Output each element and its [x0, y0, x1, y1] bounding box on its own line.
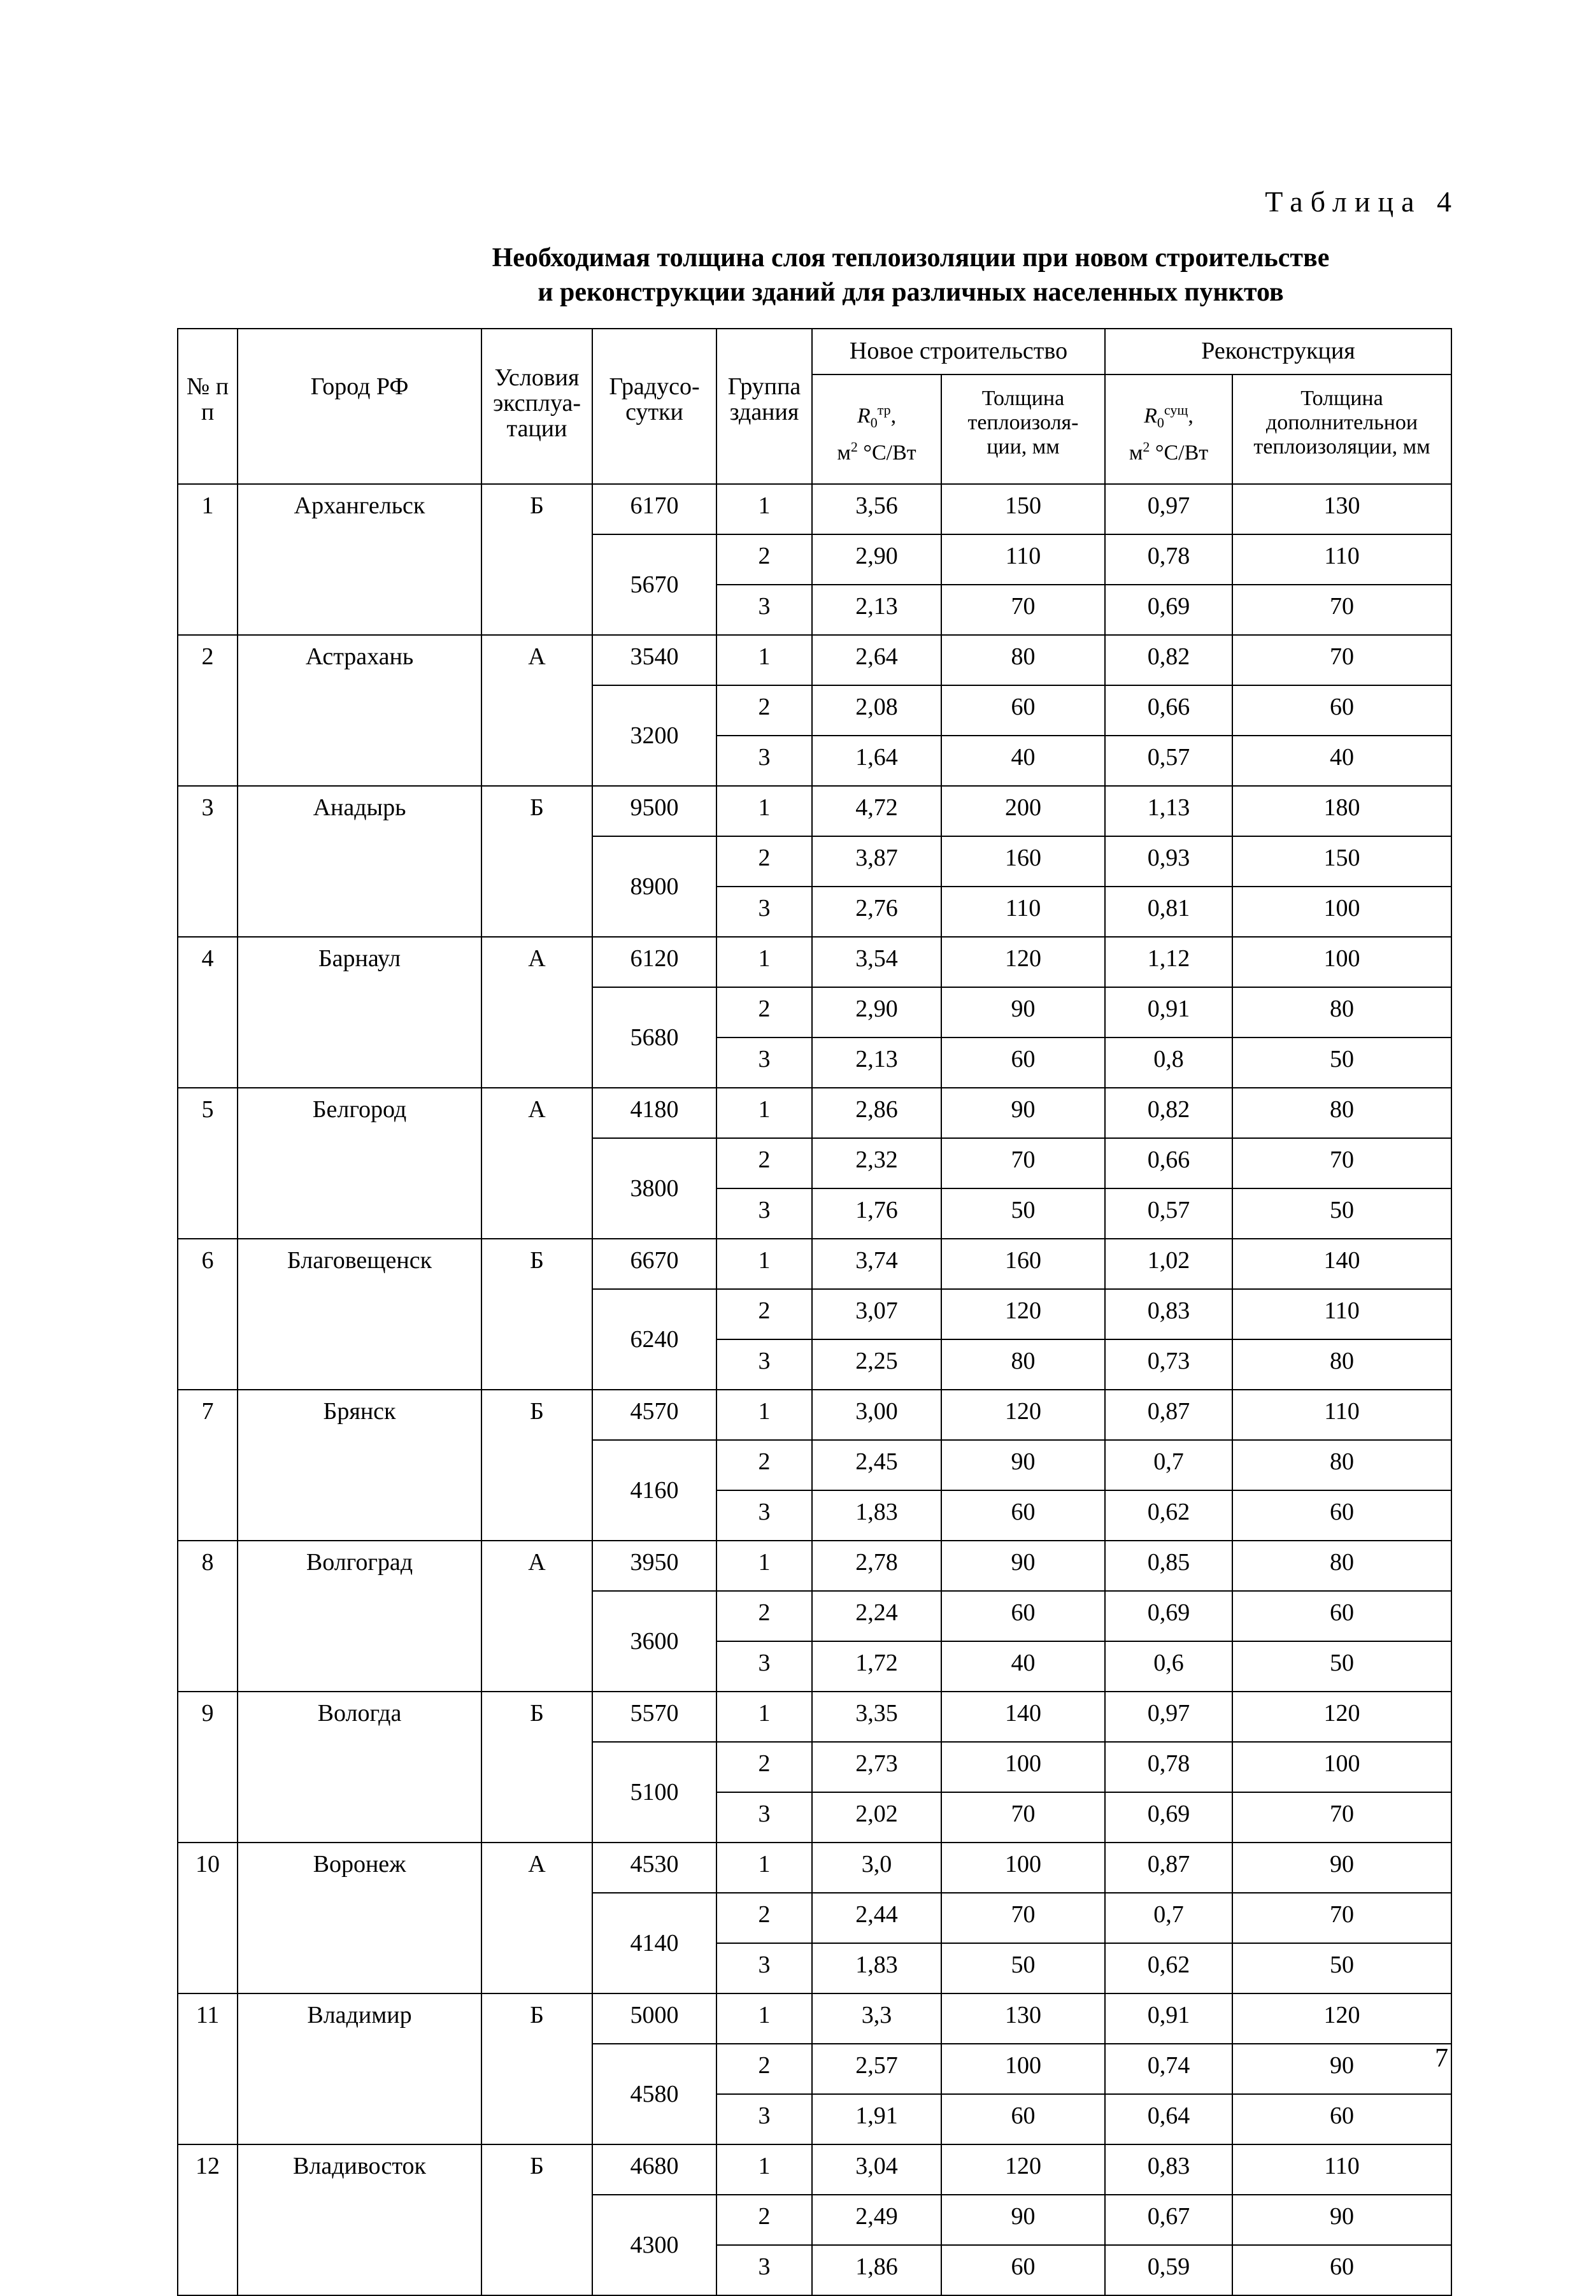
- city-cell: Владимир: [238, 1993, 481, 2144]
- thickness-additional-cell: 80: [1232, 1440, 1451, 1490]
- city-cell: Анадырь: [238, 786, 481, 937]
- r-required-cell: 3,3: [812, 1993, 941, 2044]
- header-conditions: Условия эксплуа- тации: [481, 329, 592, 484]
- degree-days-cell: 4570: [592, 1390, 716, 1440]
- thickness-new-cell: 90: [941, 1088, 1105, 1138]
- r-existing-cell: 0,66: [1105, 685, 1232, 736]
- group-cell: 1: [716, 1390, 812, 1440]
- r-existing-cell: 1,02: [1105, 1239, 1232, 1289]
- r-existing-cell: 0,69: [1105, 1591, 1232, 1641]
- r-required-cell: 2,90: [812, 987, 941, 1037]
- thickness-additional-cell: 100: [1232, 887, 1451, 937]
- table-header: [178, 329, 1451, 484]
- row-number-cell: 2: [178, 635, 238, 786]
- row-number-cell: 7: [178, 1390, 238, 1541]
- group-cell: 2: [716, 1138, 812, 1188]
- thickness-new-cell: 50: [941, 1943, 1105, 1993]
- page-number: 7: [1435, 2044, 1448, 2073]
- r-required-cell: 3,0: [812, 1843, 941, 1893]
- thickness-additional-cell: 80: [1232, 1088, 1451, 1138]
- thickness-additional-cell: 110: [1232, 2144, 1451, 2195]
- group-cell: 3: [716, 736, 812, 786]
- group-cell: 1: [716, 1843, 812, 1893]
- header-new-construction: Новое строительство: [812, 329, 1105, 374]
- row-number-cell: 6: [178, 1239, 238, 1390]
- thickness-new-cell: 40: [941, 1641, 1105, 1692]
- conditions-cell: Б: [481, 1692, 592, 1843]
- r-required-cell: 2,49: [812, 2195, 941, 2245]
- header-city: Город РФ: [238, 329, 481, 484]
- r-required-cell: 3,87: [812, 836, 941, 887]
- degree-days-cell: 4580: [592, 2044, 716, 2144]
- group-cell: 2: [716, 1893, 812, 1943]
- thickness-additional-cell: 100: [1232, 1742, 1451, 1792]
- thickness-new-cell: 160: [941, 1239, 1105, 1289]
- r-existing-cell: 0,7: [1105, 1893, 1232, 1943]
- r-required-cell: 3,54: [812, 937, 941, 987]
- table-row: [178, 635, 1451, 685]
- table-row: [178, 1843, 1451, 1893]
- r-existing-cell: 0,7: [1105, 1440, 1232, 1490]
- thickness-new-cell: 100: [941, 1742, 1105, 1792]
- group-cell: 3: [716, 1339, 812, 1390]
- r-required-cell: 2,86: [812, 1088, 941, 1138]
- city-cell: Благовещенск: [238, 1239, 481, 1390]
- group-cell: 2: [716, 1742, 812, 1792]
- r-existing-cell: 0,62: [1105, 1490, 1232, 1541]
- degree-days-cell: 6170: [592, 484, 716, 534]
- group-cell: 2: [716, 1440, 812, 1490]
- r-required-cell: 3,00: [812, 1390, 941, 1440]
- group-cell: 1: [716, 1993, 812, 2044]
- thickness-additional-cell: 180: [1232, 786, 1451, 836]
- thickness-new-cell: 110: [941, 534, 1105, 585]
- thickness-new-cell: 60: [941, 2245, 1105, 2295]
- group-cell: 3: [716, 1188, 812, 1239]
- group-cell: 1: [716, 484, 812, 534]
- row-number-cell: 3: [178, 786, 238, 937]
- thickness-additional-cell: 60: [1232, 2245, 1451, 2295]
- thickness-new-cell: 70: [941, 1138, 1105, 1188]
- group-cell: 2: [716, 1289, 812, 1339]
- group-cell: 1: [716, 1088, 812, 1138]
- r-required-cell: 2,44: [812, 1893, 941, 1943]
- thickness-new-cell: 110: [941, 887, 1105, 937]
- r-required-cell: 2,25: [812, 1339, 941, 1390]
- thickness-new-cell: 70: [941, 1792, 1105, 1843]
- r-existing-cell: 0,69: [1105, 585, 1232, 635]
- thickness-additional-cell: 90: [1232, 1843, 1451, 1893]
- title-line-1: Необходимая толщина слоя теплоизоляции при новом строительстве: [492, 243, 1330, 273]
- thickness-additional-cell: 80: [1232, 987, 1451, 1037]
- thickness-additional-cell: 70: [1232, 585, 1451, 635]
- conditions-cell: Б: [481, 786, 592, 937]
- table-row: [178, 1390, 1451, 1440]
- group-cell: 3: [716, 1037, 812, 1088]
- r-existing-cell: 0,87: [1105, 1843, 1232, 1893]
- r-required-cell: 2,73: [812, 1742, 941, 1792]
- group-cell: 2: [716, 2044, 812, 2094]
- group-cell: 1: [716, 1692, 812, 1742]
- r-existing-cell: 0,78: [1105, 1742, 1232, 1792]
- thickness-new-cell: 70: [941, 585, 1105, 635]
- row-number-cell: 5: [178, 1088, 238, 1239]
- table-row: [178, 786, 1451, 836]
- group-cell: 1: [716, 2144, 812, 2195]
- r-existing-cell: 0,78: [1105, 534, 1232, 585]
- thickness-additional-cell: 50: [1232, 1943, 1451, 1993]
- r-required-cell: 2,45: [812, 1440, 941, 1490]
- thickness-new-cell: 100: [941, 1843, 1105, 1893]
- header-r-existing: $R_0^{сущ}$, $м^2$ °С/Вт: [1105, 374, 1232, 484]
- thickness-additional-cell: 70: [1232, 1893, 1451, 1943]
- r-required-cell: 2,64: [812, 635, 941, 685]
- row-number-cell: 4: [178, 937, 238, 1088]
- r-existing-cell: 0,8: [1105, 1037, 1232, 1088]
- table-title: [0, 241, 1596, 310]
- r-existing-cell: 0,59: [1105, 2245, 1232, 2295]
- table-row: [178, 1088, 1451, 1138]
- thickness-new-cell: 90: [941, 987, 1105, 1037]
- conditions-cell: Б: [481, 484, 592, 635]
- city-cell: Белгород: [238, 1088, 481, 1239]
- group-cell: 1: [716, 786, 812, 836]
- r-existing-cell: 1,13: [1105, 786, 1232, 836]
- group-cell: 2: [716, 534, 812, 585]
- table-row: [178, 937, 1451, 987]
- r-required-cell: 1,86: [812, 2245, 941, 2295]
- group-cell: 3: [716, 1641, 812, 1692]
- thickness-additional-cell: 120: [1232, 1692, 1451, 1742]
- city-cell: Волгоград: [238, 1541, 481, 1692]
- thickness-additional-cell: 120: [1232, 1993, 1451, 2044]
- degree-days-cell: 9500: [592, 786, 716, 836]
- r-existing-cell: 0,81: [1105, 887, 1232, 937]
- r-existing-cell: 0,66: [1105, 1138, 1232, 1188]
- r-existing-cell: 0,57: [1105, 736, 1232, 786]
- thickness-additional-cell: 80: [1232, 1541, 1451, 1591]
- city-cell: Воронеж: [238, 1843, 481, 1993]
- r-required-cell: 2,90: [812, 534, 941, 585]
- conditions-cell: А: [481, 1843, 592, 1993]
- conditions-cell: А: [481, 937, 592, 1088]
- r-existing-cell: 0,97: [1105, 1692, 1232, 1742]
- thickness-new-cell: 80: [941, 1339, 1105, 1390]
- degree-days-cell: 3540: [592, 635, 716, 685]
- thickness-new-cell: 70: [941, 1893, 1105, 1943]
- thickness-new-cell: 120: [941, 2144, 1105, 2195]
- conditions-cell: Б: [481, 1239, 592, 1390]
- r-existing-cell: 0,91: [1105, 987, 1232, 1037]
- conditions-cell: А: [481, 1088, 592, 1239]
- conditions-cell: Б: [481, 2144, 592, 2295]
- degree-days-cell: 8900: [592, 836, 716, 937]
- thickness-additional-cell: 50: [1232, 1188, 1451, 1239]
- thickness-additional-cell: 60: [1232, 2094, 1451, 2144]
- r-required-cell: 2,13: [812, 585, 941, 635]
- thickness-new-cell: 60: [941, 1037, 1105, 1088]
- group-cell: 3: [716, 1792, 812, 1843]
- r-existing-cell: 0,82: [1105, 1088, 1232, 1138]
- group-cell: 3: [716, 887, 812, 937]
- r-existing-cell: 0,6: [1105, 1641, 1232, 1692]
- conditions-cell: А: [481, 1541, 592, 1692]
- thickness-new-cell: 140: [941, 1692, 1105, 1742]
- r-required-cell: 1,83: [812, 1943, 941, 1993]
- thickness-additional-cell: 70: [1232, 1138, 1451, 1188]
- group-cell: 2: [716, 836, 812, 887]
- conditions-cell: А: [481, 635, 592, 786]
- r-required-cell: 4,72: [812, 786, 941, 836]
- thickness-additional-cell: 140: [1232, 1239, 1451, 1289]
- r-existing-cell: 0,74: [1105, 2044, 1232, 2094]
- thickness-additional-cell: 110: [1232, 534, 1451, 585]
- thickness-new-cell: 60: [941, 2094, 1105, 2144]
- r-required-cell: 3,74: [812, 1239, 941, 1289]
- thickness-new-cell: 120: [941, 1390, 1105, 1440]
- r-required-cell: 2,08: [812, 685, 941, 736]
- group-cell: 2: [716, 987, 812, 1037]
- thickness-new-cell: 90: [941, 2195, 1105, 2245]
- table-body: [178, 484, 1451, 2295]
- r-required-cell: 1,91: [812, 2094, 941, 2144]
- group-cell: 1: [716, 1239, 812, 1289]
- degree-days-cell: 5570: [592, 1692, 716, 1742]
- r-existing-cell: 0,82: [1105, 635, 1232, 685]
- conditions-cell: Б: [481, 1390, 592, 1541]
- thickness-additional-cell: 40: [1232, 736, 1451, 786]
- r-existing-cell: 0,62: [1105, 1943, 1232, 1993]
- header-thickness-new: Толщина теплоизоля- ции, мм: [941, 374, 1105, 484]
- row-number-cell: 11: [178, 1993, 238, 2144]
- thickness-new-cell: 160: [941, 836, 1105, 887]
- table-label: Таблица 4: [1265, 185, 1459, 218]
- city-cell: Брянск: [238, 1390, 481, 1541]
- degree-days-cell: 4160: [592, 1440, 716, 1541]
- r-required-cell: 1,64: [812, 736, 941, 786]
- table-row: [178, 1692, 1451, 1742]
- degree-days-cell: 5670: [592, 534, 716, 635]
- thickness-additional-cell: 70: [1232, 1792, 1451, 1843]
- thickness-new-cell: 60: [941, 685, 1105, 736]
- degree-days-cell: 6670: [592, 1239, 716, 1289]
- degree-days-cell: 4680: [592, 2144, 716, 2195]
- degree-days-cell: 5680: [592, 987, 716, 1088]
- thickness-new-cell: 90: [941, 1440, 1105, 1490]
- r-required-cell: 2,13: [812, 1037, 941, 1088]
- row-number-cell: 9: [178, 1692, 238, 1843]
- degree-days-cell: 4530: [592, 1843, 716, 1893]
- thickness-new-cell: 40: [941, 736, 1105, 786]
- degree-days-cell: 6120: [592, 937, 716, 987]
- conditions-cell: Б: [481, 1993, 592, 2144]
- r-required-cell: 1,83: [812, 1490, 941, 1541]
- group-cell: 2: [716, 685, 812, 736]
- degree-days-cell: 6240: [592, 1289, 716, 1390]
- city-cell: Вологда: [238, 1692, 481, 1843]
- degree-days-cell: 3800: [592, 1138, 716, 1239]
- r-existing-cell: 0,57: [1105, 1188, 1232, 1239]
- r-required-cell: 3,04: [812, 2144, 941, 2195]
- r-existing-cell: 0,91: [1105, 1993, 1232, 2044]
- table-row: [178, 1239, 1451, 1289]
- degree-days-cell: 3200: [592, 685, 716, 786]
- table-row: [178, 2144, 1451, 2195]
- group-cell: 2: [716, 2195, 812, 2245]
- thickness-additional-cell: 60: [1232, 685, 1451, 736]
- r-existing-cell: 0,83: [1105, 1289, 1232, 1339]
- thickness-additional-cell: 110: [1232, 1390, 1451, 1440]
- group-cell: 1: [716, 937, 812, 987]
- group-cell: 1: [716, 635, 812, 685]
- header-building-group: Группа здания: [716, 329, 812, 484]
- thickness-additional-cell: 60: [1232, 1591, 1451, 1641]
- thickness-additional-cell: 80: [1232, 1339, 1451, 1390]
- city-cell: Владивосток: [238, 2144, 481, 2295]
- header-num: № п п: [178, 329, 238, 484]
- thickness-additional-cell: 110: [1232, 1289, 1451, 1339]
- r-required-cell: 1,72: [812, 1641, 941, 1692]
- r-existing-cell: 0,87: [1105, 1390, 1232, 1440]
- degree-days-cell: 5100: [592, 1742, 716, 1843]
- row-number-cell: 10: [178, 1843, 238, 1993]
- r-required-cell: 3,07: [812, 1289, 941, 1339]
- thickness-new-cell: 60: [941, 1591, 1105, 1641]
- r-existing-cell: 1,12: [1105, 937, 1232, 987]
- thickness-additional-cell: 90: [1232, 2195, 1451, 2245]
- degree-days-cell: 3600: [592, 1591, 716, 1692]
- r-existing-cell: 0,85: [1105, 1541, 1232, 1591]
- row-number-cell: 12: [178, 2144, 238, 2295]
- r-existing-cell: 0,69: [1105, 1792, 1232, 1843]
- title-line-2: и реконструкции зданий для различных населенных пунктов: [538, 278, 1284, 307]
- row-number-cell: 1: [178, 484, 238, 635]
- thickness-new-cell: 80: [941, 635, 1105, 685]
- r-required-cell: 2,57: [812, 2044, 941, 2094]
- thickness-additional-cell: 130: [1232, 484, 1451, 534]
- group-cell: 3: [716, 2094, 812, 2144]
- row-number-cell: 8: [178, 1541, 238, 1692]
- thickness-new-cell: 60: [941, 1490, 1105, 1541]
- thickness-additional-cell: 90: [1232, 2044, 1451, 2094]
- r-required-cell: 2,76: [812, 887, 941, 937]
- r-existing-cell: 0,93: [1105, 836, 1232, 887]
- group-cell: 3: [716, 1490, 812, 1541]
- thickness-new-cell: 120: [941, 1289, 1105, 1339]
- r-required-cell: 2,78: [812, 1541, 941, 1591]
- thickness-additional-cell: 150: [1232, 836, 1451, 887]
- thickness-new-cell: 50: [941, 1188, 1105, 1239]
- header-thickness-additional: Толщина дополнительнои теплоизоляции, мм: [1232, 374, 1451, 484]
- degree-days-cell: 4300: [592, 2195, 716, 2295]
- r-required-cell: 2,24: [812, 1591, 941, 1641]
- degree-days-cell: 3950: [592, 1541, 716, 1591]
- r-required-cell: 3,56: [812, 484, 941, 534]
- thickness-new-cell: 90: [941, 1541, 1105, 1591]
- group-cell: 2: [716, 1591, 812, 1641]
- group-cell: 1: [716, 1541, 812, 1591]
- group-cell: 3: [716, 585, 812, 635]
- group-cell: 3: [716, 2245, 812, 2295]
- table-row: [178, 1541, 1451, 1591]
- degree-days-cell: 5000: [592, 1993, 716, 2044]
- city-cell: Астрахань: [238, 635, 481, 786]
- thickness-new-cell: 130: [941, 1993, 1105, 2044]
- r-existing-cell: 0,64: [1105, 2094, 1232, 2144]
- city-cell: Барнаул: [238, 937, 481, 1088]
- r-required-cell: 1,76: [812, 1188, 941, 1239]
- thickness-new-cell: 120: [941, 937, 1105, 987]
- r-required-cell: 3,35: [812, 1692, 941, 1742]
- thickness-additional-cell: 50: [1232, 1641, 1451, 1692]
- thickness-additional-cell: 60: [1232, 1490, 1451, 1541]
- r-existing-cell: 0,97: [1105, 484, 1232, 534]
- thickness-new-cell: 100: [941, 2044, 1105, 2094]
- thickness-new-cell: 200: [941, 786, 1105, 836]
- header-degree-days: Градусо- сутки: [592, 329, 716, 484]
- thickness-additional-cell: 50: [1232, 1037, 1451, 1088]
- r-required-cell: 2,32: [812, 1138, 941, 1188]
- header-r-required: $R_0^{тр}$, $м^2$ °С/Вт: [812, 374, 941, 484]
- insulation-table: [177, 328, 1452, 2296]
- r-existing-cell: 0,73: [1105, 1339, 1232, 1390]
- group-cell: 3: [716, 1943, 812, 1993]
- degree-days-cell: 4140: [592, 1893, 716, 1993]
- degree-days-cell: 4180: [592, 1088, 716, 1138]
- table-row: [178, 484, 1451, 534]
- thickness-additional-cell: 70: [1232, 635, 1451, 685]
- table-row: [178, 1993, 1451, 2044]
- city-cell: Архангельск: [238, 484, 481, 635]
- thickness-additional-cell: 100: [1232, 937, 1451, 987]
- r-existing-cell: 0,67: [1105, 2195, 1232, 2245]
- r-required-cell: 2,02: [812, 1792, 941, 1843]
- thickness-new-cell: 150: [941, 484, 1105, 534]
- r-existing-cell: 0,83: [1105, 2144, 1232, 2195]
- header-reconstruction: Реконструкция: [1105, 329, 1451, 374]
